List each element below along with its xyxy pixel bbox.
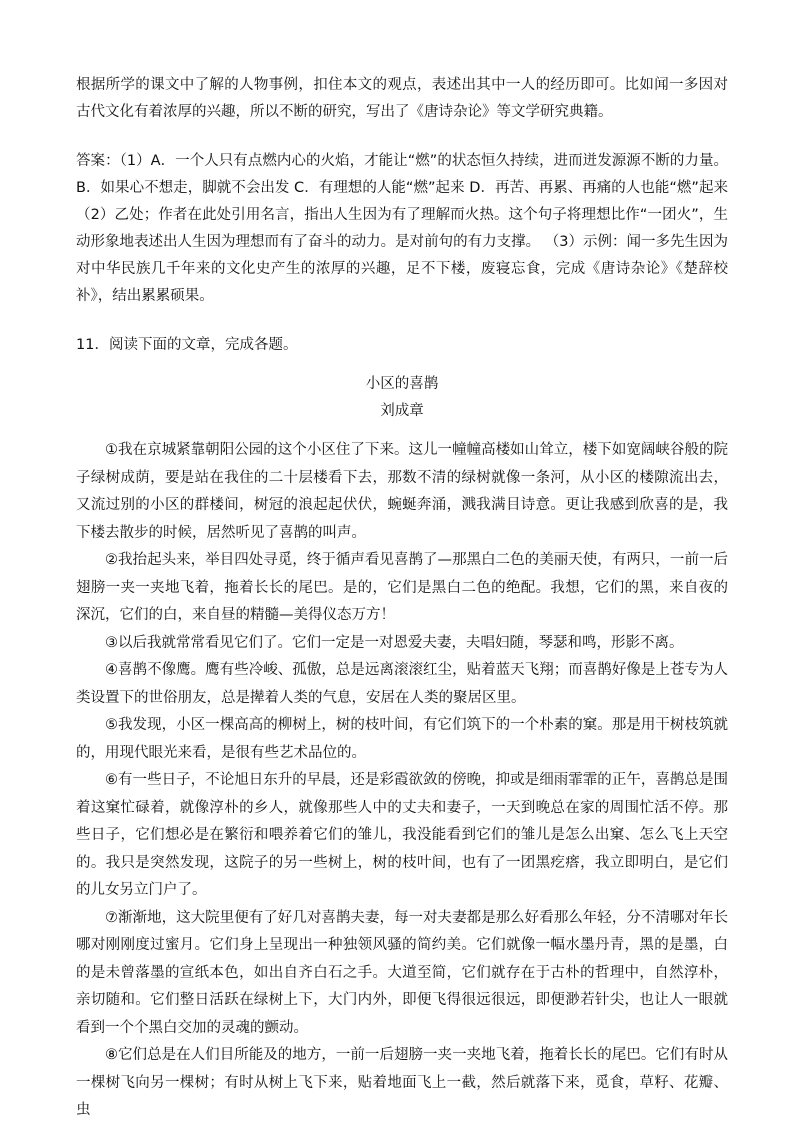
document-page [76,72,728,1125]
article-paragraph-3: ③以后我就常常看见它们了。它们一定是一对恩爱夫妻，夫唱妇随，琴瑟和鸣，形影不离。 [105,634,684,651]
article-paragraph-8: ⑧它们总是在人们目所能及的地方，一前一后翅膀一夹一夹地飞着，拖着长长的尾巴。它们有时从一棵树飞向另一棵树；有时从树上飞下来，贴着地面飞上一截，然后就落下来，觅食，草籽、花瓣、虫 [76,1047,728,1118]
article-paragraph-5: ⑤我发现，小区一棵高高的柳树上，树的枝叶间，有它们筑下的一个朴素的窠。那是用干树枝筑就的，用现代眼光来看，是很有些艺术品位的。 [76,717,728,761]
article-author: 刘成章 [380,403,424,419]
answer-paragraph: 答案：（1）A．一个人只有点燃内心的火焰，才能让“燃”的状态恒久持续，进而迸发源源不断的力量。B．如果心不想走，脚就不会出发 C．有理想的人能“燃”起来 D．再苦、再累、再痛的人也能“燃”起来 （2）乙处；作者在此处引用名言，指出人生因为有了理解而火热。这个句子将理想比作“一团火”，生动形象地表述出人生因为理想而有了奋斗的动力。是对前句的有力支撑。 （3）示例：闻一多先生因为对中华民族几千年来的文化史产生的浓厚的兴趣，足不下楼，废寝忘食，完成《唐诗杂论》《楚辞校补》，结出累累硕果。 [76,153,728,304]
intro-paragraph: 根据所学的课文中了解的人物事例，扣住本文的观点，表述出其中一人的经历即可。比如闻一多因对古代文化有着浓厚的兴趣，所以不断的研究，写出了《唐诗杂论》等文学研究典籍。 [76,77,728,120]
article-paragraph-1: ①我在京城紧靠朝阳公园的这个小区住了下来。这儿一幢幢高楼如山耸立，楼下如宽阔峡谷般的院子绿树成荫，要是站在我住的二十层楼看下去，那数不清的绿树就像一条河，从小区的楼隙流出去，又流过别的小区的群楼间，树冠的浪起起伏伏，蜿蜒奔涌，溅我满目诗意。更让我感到欣喜的是，我下楼去散步的时候，居然听见了喜鹊的叫声。 [76,442,728,541]
article-paragraph-6: ⑥有一些日子，不论旭日东升的早晨，还是彩霞欲敛的傍晚，抑或是细雨霏霏的正午，喜鹊总是围着这窠忙碌着，就像淳朴的乡人，就像那些人中的丈夫和妻子，一天到晚总在家的周围忙活不停。那些日子，它们想必是在繁衍和喂养着它们的雏儿，我没能看到它们的雏儿是怎么出窠、怎么飞上天空的。我只是突然发现，这院子的另一些树上，树的枝叶间，也有了一团黑疙瘩，我立即明白，是它们的儿女另立门户了。 [76,772,728,898]
question-prompt: 11．阅读下面的文章，完成各题。 [76,337,298,353]
article [76,371,728,1125]
article-title: 小区的喜鹊 [365,376,439,392]
article-paragraph-4: ④喜鹊不像鹰。鹰有些冷峻、孤傲，总是远离滚滚红尘，贴着蓝天飞翔；而喜鹊好像是上苍专为人类设置下的世俗朋友，总是撵着人类的气息，安居在人类的聚居区里。 [76,662,728,706]
article-paragraph-7: ⑦渐渐地，这大院里便有了好几对喜鹊夫妻，每一对夫妻都是那么好看那么年轻，分不清哪对年长哪对刚刚度过蜜月。它们身上呈现出一种独领风骚的简约美。它们就像一幅水墨丹青，黑的是墨，白的是未曾落墨的宣纸本色，如出自齐白石之手。大道至简，它们就存在于古朴的哲理中，自然淳朴，亲切随和。它们整日活跃在绿树上下，大门内外，即便飞得很远很远，即便渺若针尖，也让人一眼就看到一个个黑白交加的灵魂的颤动。 [76,909,728,1036]
article-paragraph-2: ②我抬起头来，举目四处寻觅，终于循声看见喜鹊了—那黑白二色的美丽天使，有两只，一前一后翅膀一夹一夹地飞着，拖着长长的尾巴。是的，它们是黑白二色的绝配。我想，它们的黑，来自夜的深沉，它们的白，来自昼的精髓—美得仪态万方！ [76,552,728,623]
